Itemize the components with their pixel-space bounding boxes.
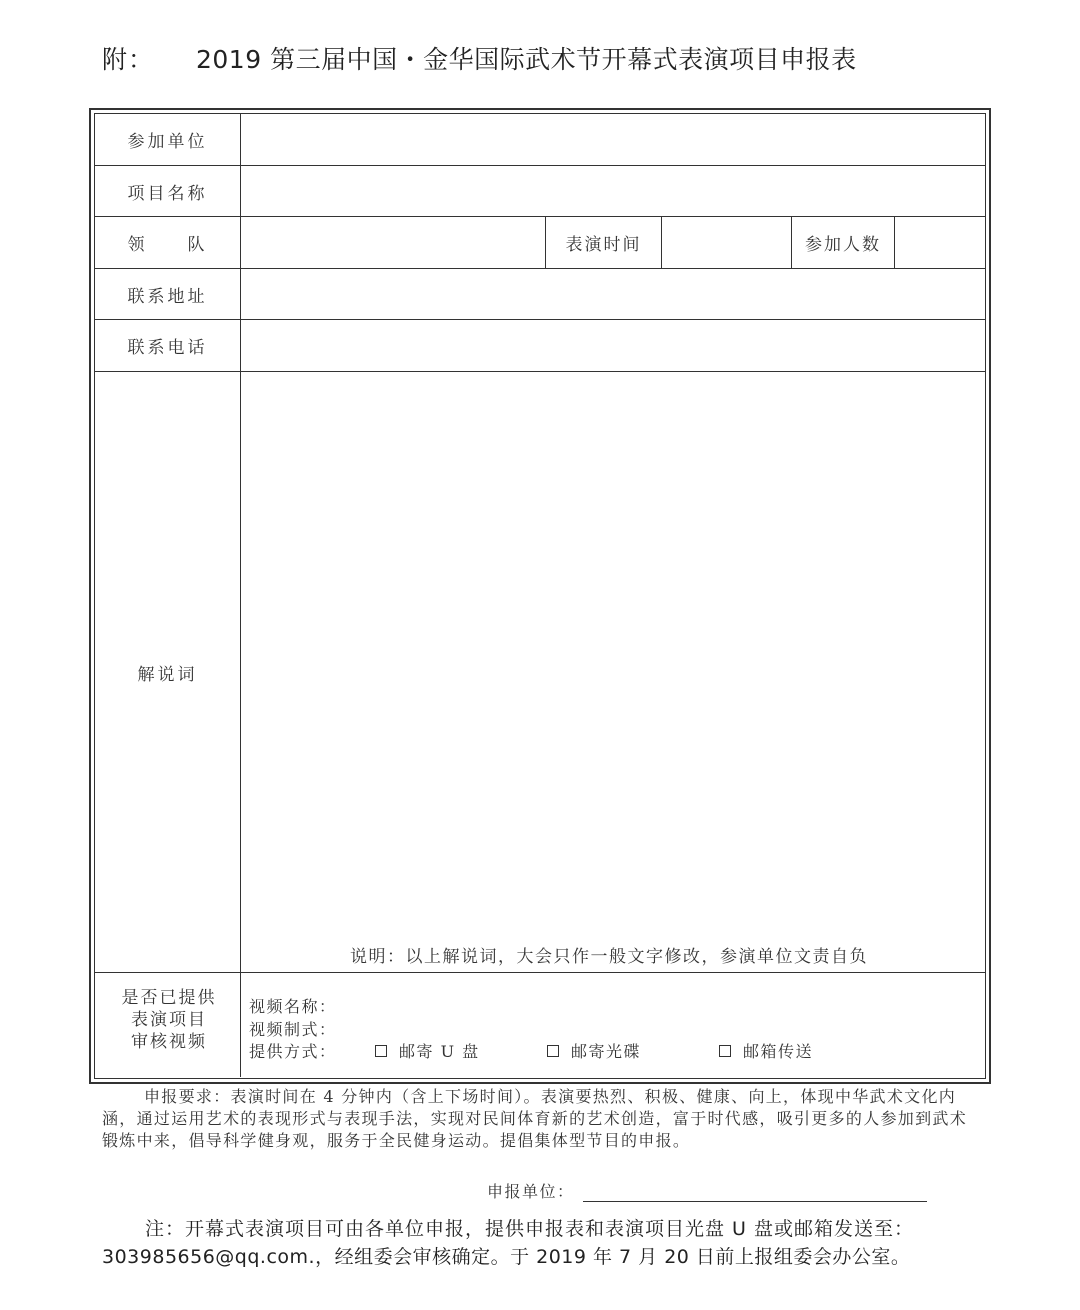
perform-time-label: 表演时间 xyxy=(565,235,642,255)
delivery-method-row xyxy=(249,1039,849,1061)
option-usb-mail-label: 邮寄 U 盘 xyxy=(399,1042,480,1061)
video-label-line: 是否已提供 xyxy=(121,988,217,1008)
leader-field[interactable] xyxy=(241,217,545,268)
video-format-field[interactable] xyxy=(249,1017,337,1040)
unit-label: 参加单位 xyxy=(127,132,208,152)
checkbox-icon[interactable] xyxy=(375,1045,387,1057)
unit-field[interactable] xyxy=(241,114,985,165)
requirements-paragraph xyxy=(102,1086,982,1152)
option-disc-mail[interactable] xyxy=(547,1039,641,1062)
form-grid xyxy=(94,113,986,1079)
title-prefix: 附： xyxy=(102,45,155,74)
footer-note-line2: 303985656@qq.com.，经组委会审核确定。于 2019 年 7 月 20 日前上报组委会办公室。 xyxy=(102,1246,911,1268)
document-title xyxy=(0,40,1080,80)
address-field[interactable] xyxy=(241,269,985,319)
option-email-label: 邮箱传送 xyxy=(743,1042,814,1061)
video-format-label: 视频制式： xyxy=(249,1020,337,1039)
requirements-text: 申报要求：表演时间在 4 分钟内（含上下场时间）。表演要热烈、积极、健康、向上，体现中华武术文化内涵，通过运用艺术的表现形式与表现手法，实现对民间体育新的艺术创造，富于时代感，吸引更多的人参加到武术锻炼中来，倡导科学健身观，服务于全民健身运动。提倡集体型节目的申报。 xyxy=(102,1087,968,1150)
signature-row xyxy=(487,1179,927,1202)
application-form xyxy=(89,108,991,1084)
signature-label: 申报单位： xyxy=(487,1182,575,1201)
video-label-line: 表演项目 xyxy=(131,1010,207,1030)
phone-field[interactable] xyxy=(241,320,985,371)
delivery-method-label: 提供方式： xyxy=(249,1042,337,1061)
video-name-label: 视频名称： xyxy=(249,997,337,1016)
checkbox-icon[interactable] xyxy=(547,1045,559,1057)
option-email[interactable] xyxy=(719,1039,813,1062)
video-provided-label xyxy=(98,970,240,1070)
commentary-textarea[interactable] xyxy=(241,372,985,932)
project-name-field[interactable] xyxy=(241,166,985,216)
page-title: 2019 第三届中国・金华国际武术节开幕式表演项目申报表 xyxy=(196,45,857,74)
option-usb-mail[interactable] xyxy=(375,1039,480,1062)
option-disc-mail-label: 邮寄光碟 xyxy=(571,1042,642,1061)
commentary-note: 说明：以上解说词，大会只作一般文字修改，参演单位文责自负 xyxy=(350,947,868,967)
video-name-field[interactable] xyxy=(249,994,337,1017)
footer-note-line1: 注：开幕式表演项目可由各单位申报，提供申报表和表演项目光盘 U 盘或邮箱发送至： xyxy=(145,1218,914,1240)
signature-input[interactable] xyxy=(583,1183,927,1202)
participants-label: 参加人数 xyxy=(805,235,881,255)
participants-field[interactable] xyxy=(895,217,985,268)
leader-label: 领 队 xyxy=(127,235,208,255)
address-label: 联系地址 xyxy=(127,286,208,307)
commentary-label: 解说词 xyxy=(137,664,198,685)
perform-time-field[interactable] xyxy=(662,217,791,268)
phone-label: 联系电话 xyxy=(127,338,208,358)
checkbox-icon[interactable] xyxy=(719,1045,731,1057)
video-label-line: 审核视频 xyxy=(131,1032,207,1052)
project-name-label: 项目名称 xyxy=(127,183,208,204)
